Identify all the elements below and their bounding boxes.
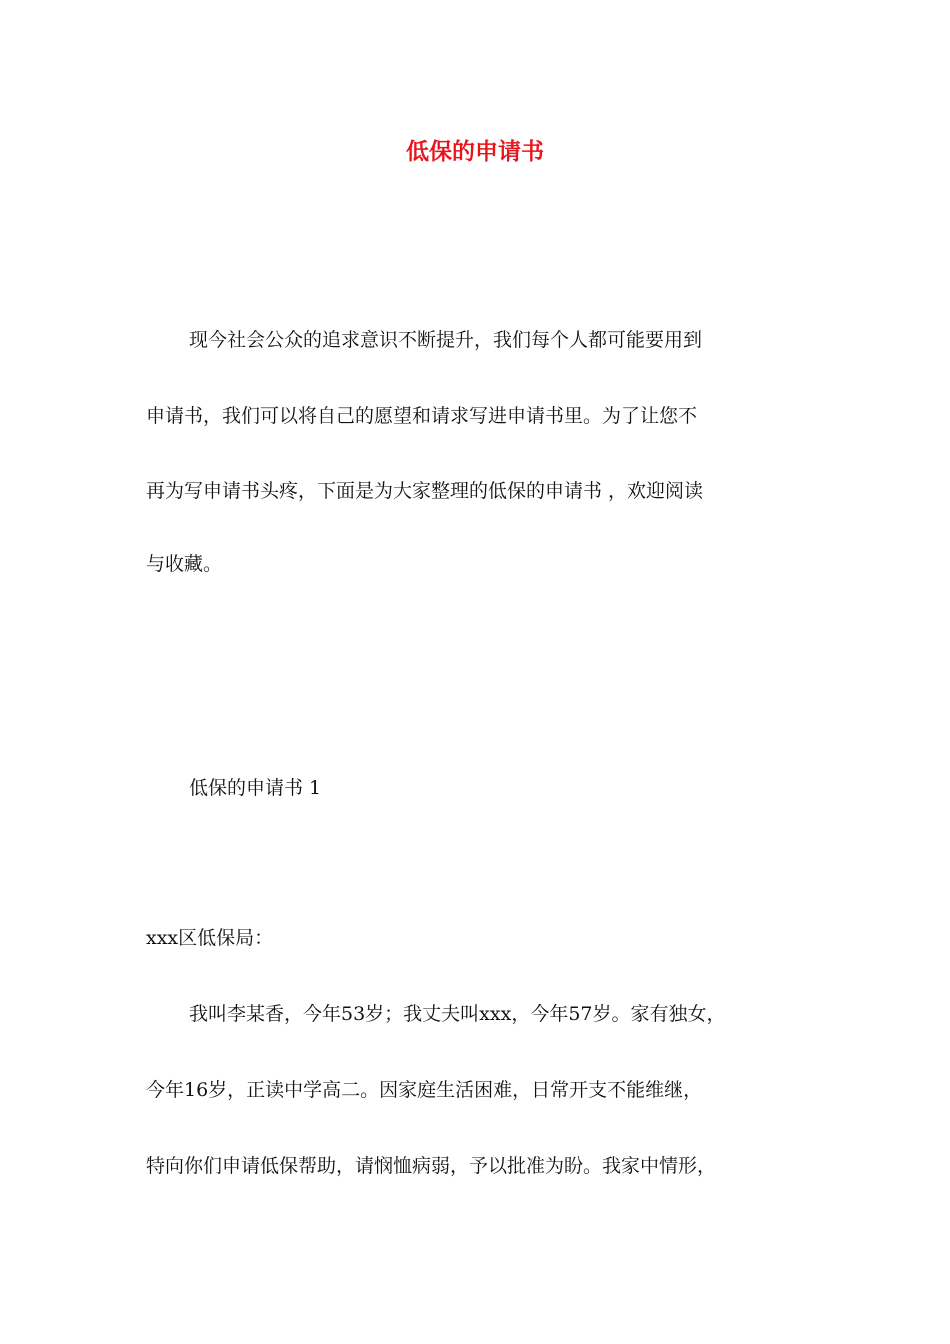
- document-title: 低保的申请书: [406, 139, 544, 165]
- section-heading: 低保的申请书 1: [189, 777, 322, 799]
- intro-line-2: 申请书，我们可以将自己的愿望和请求写进申请书里。为了让您不: [146, 405, 698, 427]
- body-line-3: 特向你们申请低保帮助，请悯恤病弱，予以批准为盼。我家中情形，: [146, 1155, 717, 1177]
- body-line-2: 今年16岁，正读中学高二。因家庭生活困难，日常开支不能维继，: [146, 1079, 703, 1101]
- salutation: xxx区低保局：: [146, 927, 274, 949]
- intro-line-4: 与收藏。: [146, 553, 223, 575]
- intro-line-1: 现今社会公众的追求意识不断提升，我们每个人都可能要用到: [189, 329, 703, 351]
- intro-line-3: 再为写申请书头疼，下面是为大家整理的低保的申请书 ，欢迎阅读: [146, 480, 704, 502]
- body-line-1: 我叫李某香，今年53岁；我丈夫叫xxx，今年57岁。家有独女，: [189, 1003, 726, 1025]
